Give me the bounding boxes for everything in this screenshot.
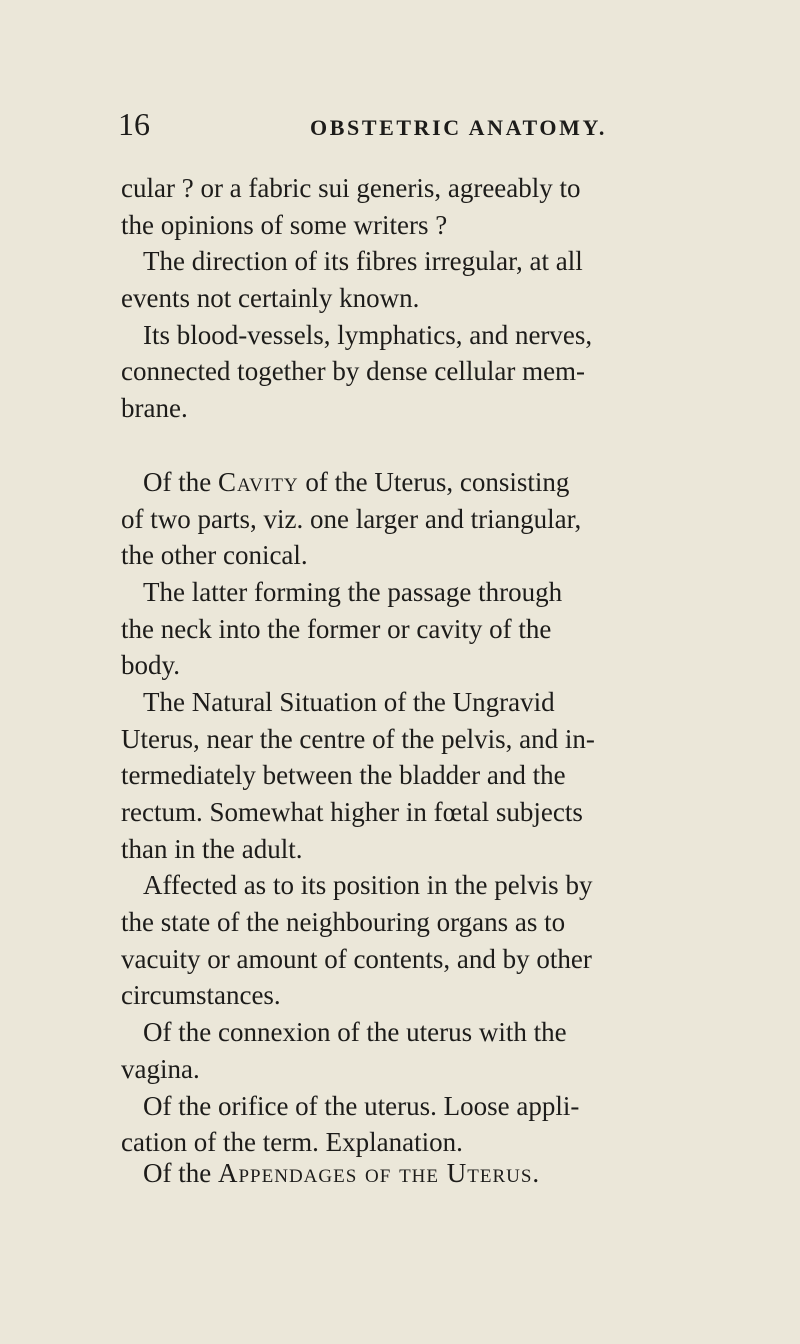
section-heading [143,1155,540,1191]
text-line: Its blood-vessels, lymphatics, and nerves, [143,319,593,350]
text-line: vagina. [121,1053,200,1084]
text-line: connected together by dense cellular mem- [121,356,586,387]
page-number: 16 [118,106,150,142]
body-text [121,170,691,1161]
text-line: cation of the term. Explanation. [121,1127,463,1158]
text-line: Uterus, near the centre of the pelvis, and in- [121,723,595,754]
running-title: OBSTETRIC ANATOMY. [310,115,608,140]
text-line: events not certainly known. [121,283,420,314]
paragraph-gap [121,427,691,464]
text-line: cular ? or a fabric sui generis, agreeably to [121,173,581,203]
section-heading-title: Appendages of the Uterus. [217,1158,541,1188]
text-line: the other conical. [121,540,308,571]
text-line: The latter forming the passage through [143,576,563,607]
page-header [118,104,678,148]
text-line: termediately between the bladder and the [121,760,566,791]
text-line: The direction of its fibres irregular, at all [143,246,583,277]
text-line: of two parts, viz. one larger and triangular, [121,503,582,534]
text-line: The Natural Situation of the Ungravid [143,686,555,717]
text-line [121,464,691,501]
text-line: Of the connexion of the uterus with the [143,1017,567,1048]
text-line: than in the adult. [121,833,303,864]
text-line: the opinions of some writers ? [121,209,448,240]
text-line: Affected as to its position in the pelvis by [143,870,593,901]
section-heading-prefix: Of the [143,1158,212,1188]
text-line: brane. [121,393,188,424]
text-line: the neck into the former or cavity of the [121,613,552,644]
text-line: vacuity or amount of contents, and by other [121,943,592,974]
text-line: rectum. Somewhat higher in fœtal subjects [121,797,583,827]
small-caps-term: Cavity [217,466,299,497]
text-line: body. [121,650,180,681]
text-fragment: Of the [143,466,212,497]
text-line: circumstances. [121,980,281,1011]
text-line: the state of the neighbouring organs as to [121,907,566,938]
text-fragment: of the Uterus, consisting [305,466,570,497]
text-line: Of the orifice of the uterus. Loose appli- [143,1090,580,1121]
